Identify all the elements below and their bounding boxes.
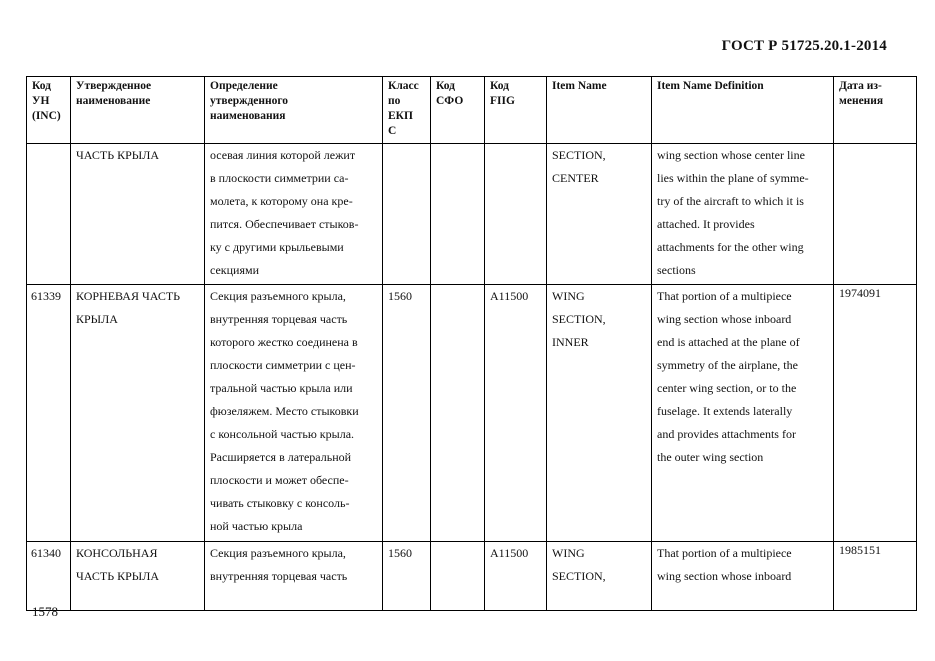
header-item-definition [652,77,834,144]
cell-sfo [431,285,485,542]
cell-line: ЧАСТЬ КРЫЛА [76,148,160,162]
cell-line: Item Name [552,80,607,92]
header-definition [205,77,383,144]
cell-line: wing section whose inboard [657,312,792,326]
cell-line: молета, к которому она кре- [210,194,353,208]
table-header-row [27,77,917,144]
cell-line: внутренняя торцевая часть [210,312,348,326]
cell-line: КОНСОЛЬНАЯ [76,546,158,560]
cell-line: плоскости и может обеспе- [210,473,349,487]
cell-line: the outer wing section [657,450,764,464]
header-item-name [547,77,652,144]
cell-change-date [834,144,917,285]
cell-line: С [388,125,397,137]
cell-line: SECTION, [552,148,606,162]
cell-line: Код [490,80,510,92]
cell-line: секциями [210,263,260,277]
cell-line: КРЫЛА [76,312,118,326]
cell-text: A11500 [490,289,529,303]
cell-line: чивать стыковку с консоль- [210,496,350,510]
cell-line: WING [552,289,585,303]
cell-line: FIIG [490,95,515,107]
table-row [27,542,917,611]
cell-item-name [547,542,652,611]
cell-line: attachments for the other wing [657,240,804,254]
cell-line: Утвержденное [76,80,152,92]
cell-text: 1560 [388,546,412,560]
cell-line: Класс [388,80,419,92]
cell-line: CENTER [552,171,599,185]
cell-fiig [485,542,547,611]
cell-line: ку с другими крыльевыми [210,240,344,254]
cell-line: наименование [76,95,151,107]
cell-line: attached. It provides [657,217,755,231]
cell-line: WING [552,546,585,560]
cell-line: Расширяется в латеральной [210,450,352,464]
cell-line: менения [839,95,884,107]
cell-line: СФО [436,95,464,107]
cell-change-date [834,285,917,542]
cell-line: sections [657,263,696,277]
cell-line: Определение [210,80,278,92]
cell-line: SECTION, [552,312,606,326]
cell-line: ной частью крыла [210,519,303,533]
cell-text: 61339 [31,289,61,303]
header-sfo [431,77,485,144]
cell-line: Дата из- [839,80,882,92]
cell-change-date [834,542,917,611]
cell-text: 1560 [388,289,412,303]
cell-item-name [547,144,652,285]
cell-line: УН [32,95,50,107]
cell-line: That portion of a multipiece [657,546,792,560]
cell-fiig [485,285,547,542]
cell-line: SECTION, [552,569,606,583]
cell-text: 1985151 [839,543,881,557]
cell-line: осевая линия которой лежит [210,148,356,162]
cell-approved-name [71,144,205,285]
cell-item-definition [652,144,834,285]
cell-line: symmetry of the airplane, the [657,358,798,372]
cell-definition [205,144,383,285]
cell-line: That portion of a multipiece [657,289,792,303]
cell-line: Код [436,80,456,92]
cell-line: center wing section, or to the [657,381,797,395]
cell-approved-name [71,542,205,611]
page-number: 1578 [32,604,58,619]
cell-line: Секция разъемного крыла, [210,289,346,303]
cell-line: пится. Обеспечивает стыков- [210,217,359,231]
document-code: ГОСТ Р 51725.20.1-2014 [721,38,887,54]
cell-sfo [431,542,485,611]
cell-text: 1974091 [839,286,881,300]
cell-class [383,285,431,542]
cell-line: lies within the plane of symme- [657,171,809,185]
cell-line: фюзеляжем. Место стыковки [210,404,359,418]
table-row [27,285,917,542]
cell-line: в плоскости симметрии са- [210,171,349,185]
cell-line: Секция разъемного крыла, [210,546,346,560]
header-approved-name [71,77,205,144]
cell-text: A11500 [490,546,529,560]
cell-line: которого жестко соединена в [210,335,358,349]
cell-inc [27,285,71,542]
cell-definition [205,285,383,542]
cell-line: and provides attachments for [657,427,796,441]
cell-line: утвержденного [210,95,289,107]
cell-line: КОРНЕВАЯ ЧАСТЬ [76,289,181,303]
cell-line: Item Name Definition [657,80,764,92]
cell-line: fuselage. It extends laterally [657,404,793,418]
cell-inc [27,144,71,285]
cell-text: 61340 [31,546,61,560]
cell-line: wing section whose inboard [657,569,792,583]
table-row [27,144,917,285]
cell-line: по [388,95,401,107]
cell-line: ЕКП [388,110,413,122]
cell-sfo [431,144,485,285]
cell-line: плоскости симметрии с цен- [210,358,356,372]
cell-line: INNER [552,335,589,349]
cell-line: end is attached at the plane of [657,335,800,349]
cell-line: wing section whose center line [657,148,805,162]
header-class [383,77,431,144]
cell-item-name [547,285,652,542]
cell-line: тральной частью крыла или [210,381,353,395]
header-change-date [834,77,917,144]
cell-inc [27,542,71,611]
cell-line: (INC) [32,110,61,122]
cell-item-definition [652,285,834,542]
header-fiig [485,77,547,144]
cell-line: внутренняя торцевая часть [210,569,348,583]
cell-line: try of the aircraft to which it is [657,194,804,208]
cell-line: Код [32,80,52,92]
cell-item-definition [652,542,834,611]
cell-definition [205,542,383,611]
item-name-table [26,76,917,611]
cell-class [383,144,431,285]
cell-line: ЧАСТЬ КРЫЛА [76,569,160,583]
cell-line: с консольной частью крыла. [210,427,355,441]
cell-line: наименования [210,110,286,122]
cell-approved-name [71,285,205,542]
cell-class [383,542,431,611]
cell-fiig [485,144,547,285]
header-inc [27,77,71,144]
